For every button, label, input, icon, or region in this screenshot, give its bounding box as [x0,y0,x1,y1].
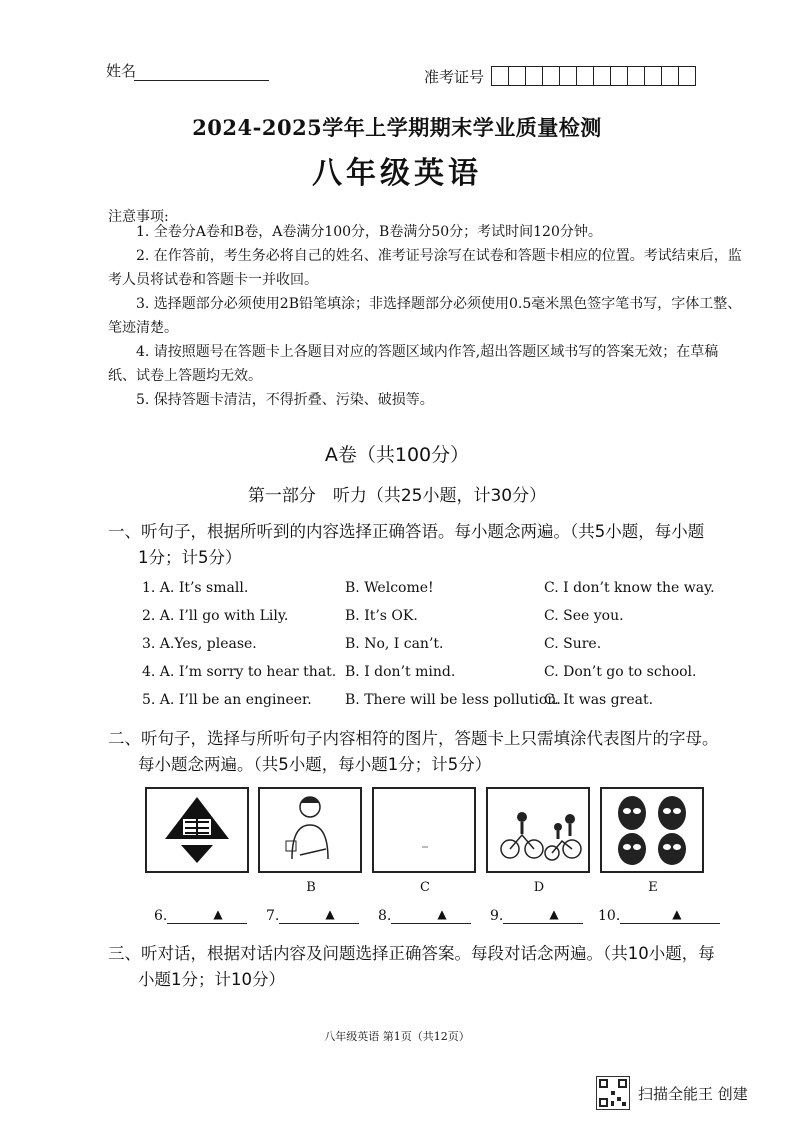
blank-number: 6. [154,908,168,924]
option-b: B. It’s OK. [345,608,418,624]
scanner-watermark: 扫描全能王 创建 [638,1085,748,1103]
option-a: 1. A. It’s small. [142,580,249,596]
option-a: 5. A. I’ll be an engineer. [142,692,312,708]
picture-label-b: B [306,880,316,895]
picture-a-emblem [145,787,249,873]
exam-id-box[interactable] [593,66,611,86]
exam-id-boxes[interactable] [492,66,696,86]
notice-item: 2. 在作答前，考生务必将自己的姓名、准考证号涂写在试卷和答题卡相应的位置。考试结束后，监考人员将试卷和答题卡一并收回。 [108,248,742,288]
notice-title: 注意事项: [108,209,169,225]
notice-item: 5. 保持答题卡清洁，不得折叠、污染、破损等。 [136,392,434,408]
option-a: 3. A.Yes, please. [142,636,257,652]
blank-number: 8. [378,908,392,924]
exam-id-box[interactable] [491,66,509,86]
answer-blank[interactable] [266,908,359,924]
question-row [142,692,742,712]
answer-blanks [154,908,724,932]
question-row [142,636,742,656]
question-row [142,608,742,628]
picture-label-c: C [420,880,430,895]
blank-mark: ▲ [672,907,682,921]
exam-title: 2024-2025学年上学期期末学业质量检测 [192,115,602,140]
option-b: B. Welcome! [345,580,434,596]
exam-id-box[interactable] [610,66,628,86]
question-row [142,580,742,600]
exam-subtitle: 八年级英语 [312,156,482,191]
exam-id-box[interactable] [576,66,594,86]
blank-number: 9. [490,908,504,924]
answer-blank[interactable] [378,908,471,924]
picture-label-d: D [533,880,545,895]
exam-id-box[interactable] [508,66,526,86]
blank-mark: ▲ [549,907,559,921]
exam-id-box[interactable] [661,66,679,86]
blank-number: 10. [598,908,621,924]
notice-item: 4. 请按照题号在答题卡上各题目对应的答题区域内作答,超出答题区域书写的答案无效；在草稿纸、试卷上答题均无效。 [108,344,719,384]
section2-instructions [108,726,744,778]
section3-line1: 三、听对话，根据对话内容及问题选择正确答案。每段对话念两遍。（共10小题，每 [108,944,715,963]
blank-mark: ▲ [437,907,447,921]
blank-mark: ▲ [325,907,335,921]
exam-id-box[interactable] [644,66,662,86]
section3-line2: 小题1分；计10分） [138,970,285,989]
picture-c-blank [372,787,476,873]
blank-number: 7. [266,908,280,924]
part1-heading: 第一部分 听力（共25小题，计30分） [247,486,547,506]
section3-instructions [108,941,744,993]
exam-id-box[interactable] [525,66,543,86]
option-a: 2. A. I’ll go with Lily. [142,608,289,624]
section2-line2: 每小题念两遍。（共5小题，每小题1分；计5分） [138,755,492,774]
option-c: C. It was great. [544,692,654,708]
answer-blank[interactable] [598,908,720,924]
section1-line1: 一、听句子，根据所听到的内容选择正确答语。每小题念两遍。（共5小题，每小题 [108,522,705,541]
option-b: B. No, I can’t. [345,636,444,652]
option-c: C. Sure. [544,636,602,652]
section1-line2: 1分；计5分） [138,548,242,567]
picture-d-family-cycling [486,787,590,873]
exam-id-box[interactable] [678,66,696,86]
name-field[interactable] [134,80,269,81]
exam-id-box[interactable] [559,66,577,86]
exam-id-box[interactable] [627,66,645,86]
picture-b-student-writing [258,787,362,873]
qr-code-icon [596,1076,630,1110]
question-row [142,664,742,684]
answer-blank[interactable] [154,908,247,924]
notice-item: 1. 全卷分A卷和B卷，A卷满分100分，B卷满分50分；考试时间120分钟。 [136,224,602,240]
notice-list [108,220,744,412]
exam-id-box[interactable] [542,66,560,86]
picture-label-e: E [648,880,658,895]
section2-line1: 二、听句子，选择与所听句子内容相符的图片，答题卡上只需填涂代表图片的字母。 [108,729,719,748]
option-a: 4. A. I’m sorry to hear that. [142,664,337,680]
blank-mark: ▲ [213,907,223,921]
option-c: C. I don’t know the way. [544,580,715,596]
section1-instructions [108,519,744,571]
option-c: C. Don’t go to school. [544,664,697,680]
name-label: 姓名 [106,62,137,80]
option-b: B. I don’t mind. [345,664,456,680]
option-b: B. There will be less pollution. [345,692,561,708]
answer-blank[interactable] [490,908,583,924]
exam-id-label: 准考证号 [424,68,485,86]
notice-item: 3. 选择题部分必须使用2B铅笔填涂；非选择题部分必须使用0.5毫米黑色签字笔书写，字体工整、笔迹清楚。 [108,296,742,336]
volume-a-heading: A卷（共100分） [324,444,470,466]
page-footer: 八年级英语 第1页（共12页） [324,1030,470,1043]
picture-e-opera-masks [600,787,704,873]
option-c: C. See you. [544,608,624,624]
